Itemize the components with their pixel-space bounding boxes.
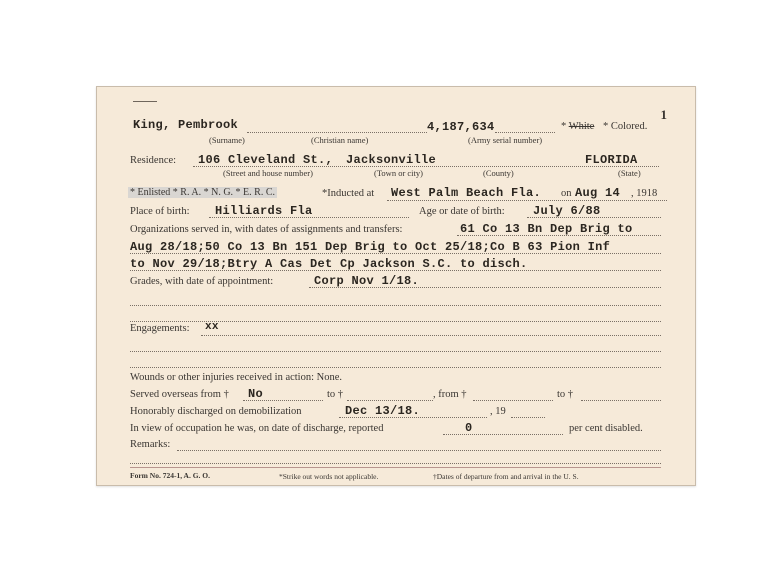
- county-caption: (County): [483, 168, 514, 178]
- strike-note: *Strike out words not applicable.: [279, 472, 379, 481]
- overseas-from-line: [243, 400, 323, 401]
- discharge-year-line: [511, 417, 545, 418]
- organizations-line-2: Aug 28/18;50 Co 13 Bn 151 Dep Brig to Oct 25/18;Co B 63 Pion Inf: [130, 240, 611, 254]
- engagements-line: [201, 335, 661, 336]
- town-caption: (Town or city): [374, 168, 423, 178]
- engagements-label: Engagements:: [130, 323, 190, 334]
- discharge-year-label: , 19: [490, 406, 506, 417]
- age-value: July 6/88: [533, 204, 601, 218]
- birth-place-line: [209, 217, 409, 218]
- christian-caption: (Christian name): [311, 135, 369, 145]
- dates-note: †Dates of departure from and arrival in the U. S.: [433, 472, 579, 481]
- remarks-line-2: [130, 463, 661, 464]
- state-caption: (State): [618, 168, 641, 178]
- age-label: Age or date of birth:: [419, 206, 505, 217]
- grades-extra-line-1: [130, 305, 661, 306]
- organizations-line-1: 61 Co 13 Bn Dep Brig to: [460, 222, 633, 236]
- service-record-card: [96, 86, 696, 486]
- occupation-label: In view of occupation he was, on date of discharge, reported: [130, 423, 384, 434]
- street-caption: (Street and house number): [223, 168, 313, 178]
- serial-value: 4,187,634: [427, 120, 495, 134]
- serial-line: [495, 132, 555, 133]
- surname-caption: (Surname): [209, 135, 245, 145]
- overseas-from2-line: [473, 400, 553, 401]
- overseas-label: Served overseas from †: [130, 389, 229, 400]
- residence-label: Residence:: [130, 155, 177, 166]
- engagements-value: xx: [205, 321, 219, 333]
- residence-state-value: FLORIDA: [585, 153, 638, 167]
- residence-town-value: Jacksonville: [346, 153, 437, 167]
- inducted-value: West Palm Beach Fla.: [391, 186, 542, 200]
- org-rule-1: [457, 235, 661, 236]
- discharge-label: Honorably discharged on demobilization: [130, 406, 302, 417]
- occupation-value: 0: [465, 421, 473, 435]
- footer-rule: [130, 467, 661, 468]
- age-line: [527, 217, 661, 218]
- card-number: 1: [660, 107, 667, 122]
- org-rule-2: [130, 253, 661, 254]
- grades-label: Grades, with date of appointment:: [130, 276, 274, 287]
- inducted-line: [387, 200, 667, 201]
- inducted-year: , 1918: [631, 188, 658, 199]
- remarks-label: Remarks:: [130, 439, 171, 450]
- overseas-to2-line: [581, 400, 661, 401]
- overseas-from2-label: , from †: [433, 389, 467, 400]
- inducted-date-value: Aug 14: [575, 186, 621, 200]
- form-number: Form No. 724-1, A. G. O.: [130, 471, 210, 480]
- organizations-line-3: to Nov 29/18;Btry A Cas Det Cp Jackson S.C. to disch.: [130, 257, 528, 271]
- name-value: King, Pembrook: [133, 118, 239, 132]
- top-left-rule: [133, 101, 157, 102]
- overseas-to-label: to †: [327, 389, 344, 400]
- birth-place-label: Place of birth:: [130, 206, 190, 217]
- occupation-line: [443, 434, 563, 435]
- org-rule-3: [130, 270, 661, 271]
- on-label: on: [561, 188, 572, 199]
- serial-caption: (Army serial number): [468, 135, 543, 145]
- inducted-label: *Inducted at: [322, 188, 375, 199]
- white-label: * White: [561, 121, 595, 132]
- overseas-to2-label: to †: [557, 389, 574, 400]
- overseas-value: No: [248, 387, 264, 401]
- colored-label: * Colored.: [603, 121, 648, 132]
- engagements-extra-line-1: [130, 351, 661, 352]
- remarks-line-1: [177, 450, 661, 451]
- discharge-value: Dec 13/18.: [345, 404, 421, 418]
- residence-line: [193, 166, 659, 167]
- grades-value: Corp Nov 1/18.: [314, 274, 420, 288]
- birth-place-value: Hilliards Fla: [215, 204, 313, 218]
- enlistment-prefix: * Enlisted * R. A. * N. G. * E. R. C.: [130, 187, 276, 198]
- organizations-label: Organizations served in, with dates of assignments and transfers:: [130, 224, 403, 235]
- overseas-to-line: [347, 400, 433, 401]
- grades-line: [309, 287, 661, 288]
- residence-street-value: 106 Cleveland St.,: [198, 153, 334, 167]
- wounds-label: Wounds or other injuries received in action: None.: [130, 372, 343, 383]
- name-line: [247, 132, 427, 133]
- engagements-extra-line-2: [130, 367, 661, 368]
- occupation-suffix: per cent disabled.: [569, 423, 643, 434]
- discharge-line: [339, 417, 487, 418]
